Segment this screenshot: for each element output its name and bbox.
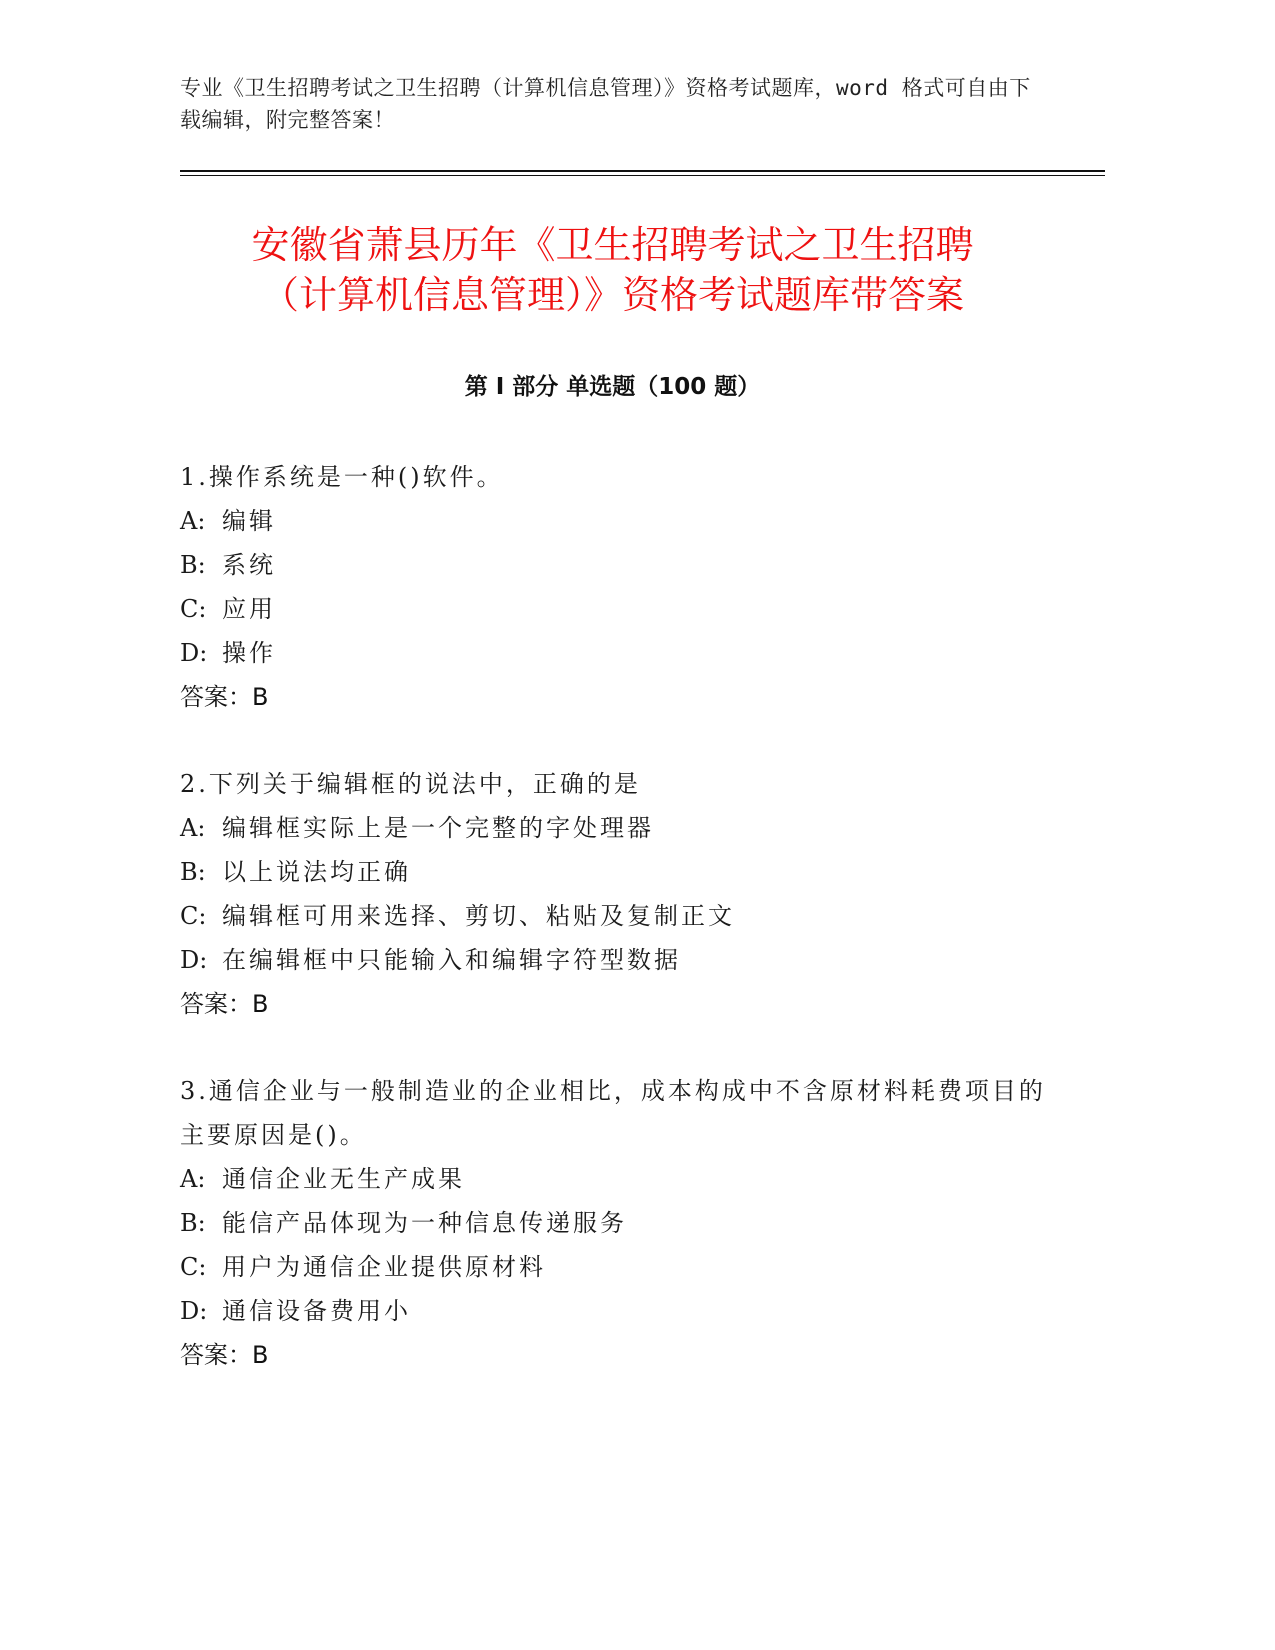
header-divider-thick bbox=[180, 170, 1105, 172]
document-intro: 专业《卫生招聘考试之卫生招聘（计算机信息管理）》资格考试题库，word 格式可自由下载编辑，附完整答案！ bbox=[180, 76, 1031, 132]
question-3 bbox=[180, 1069, 1060, 1377]
option-text: 操作 bbox=[222, 639, 276, 667]
option-letter: A: bbox=[180, 1165, 206, 1193]
option-c bbox=[180, 894, 1060, 938]
option-text: 编辑 bbox=[222, 507, 276, 535]
question-2 bbox=[180, 762, 1060, 1026]
option-text: 编辑框实际上是一个完整的字处理器 bbox=[222, 814, 654, 842]
option-letter: C: bbox=[180, 1253, 207, 1281]
option-c bbox=[180, 587, 1060, 631]
option-letter: D: bbox=[180, 1297, 208, 1325]
option-letter: B: bbox=[180, 1209, 206, 1237]
answer: 答案：B bbox=[180, 1341, 269, 1369]
option-text: 用户为通信企业提供原材料 bbox=[222, 1253, 546, 1281]
option-letter: B: bbox=[180, 551, 206, 579]
option-d bbox=[180, 631, 1060, 675]
option-a bbox=[180, 1157, 1060, 1201]
option-text: 系统 bbox=[222, 551, 276, 579]
option-letter: C: bbox=[180, 595, 207, 623]
option-b bbox=[180, 850, 1060, 894]
question-stem: 2.下列关于编辑框的说法中，正确的是 bbox=[180, 770, 641, 798]
option-text: 应用 bbox=[222, 595, 276, 623]
option-b bbox=[180, 543, 1060, 587]
option-text: 通信企业无生产成果 bbox=[222, 1165, 465, 1193]
option-b bbox=[180, 1201, 1060, 1245]
answer: 答案：B bbox=[180, 683, 269, 711]
option-d bbox=[180, 938, 1060, 982]
option-c bbox=[180, 1245, 1060, 1289]
option-a bbox=[180, 499, 1060, 543]
option-text: 编辑框可用来选择、剪切、粘贴及复制正文 bbox=[222, 902, 735, 930]
option-letter: D: bbox=[180, 946, 208, 974]
question-stem: 1.操作系统是一种()软件。 bbox=[180, 463, 504, 491]
answer: 答案：B bbox=[180, 990, 269, 1018]
option-letter: C: bbox=[180, 902, 207, 930]
option-d bbox=[180, 1289, 1060, 1333]
option-text: 在编辑框中只能输入和编辑字符型数据 bbox=[222, 946, 681, 974]
option-letter: D: bbox=[180, 639, 208, 667]
option-a bbox=[180, 806, 1060, 850]
section-heading: 第 I 部分 单选题（100 题） bbox=[464, 374, 761, 400]
option-text: 以上说法均正确 bbox=[222, 858, 411, 886]
option-letter: A: bbox=[180, 814, 206, 842]
document-title-line-2: （计算机信息管理）》资格考试题库带答案 bbox=[260, 273, 964, 317]
question-1 bbox=[180, 455, 1060, 719]
option-text: 通信设备费用小 bbox=[222, 1297, 411, 1325]
option-text: 能信产品体现为一种信息传递服务 bbox=[222, 1209, 627, 1237]
header-divider-thin bbox=[180, 175, 1105, 176]
question-stem: 3.通信企业与一般制造业的企业相比，成本构成中不含原材料耗费项目的主要原因是()。 bbox=[180, 1077, 1046, 1149]
option-letter: A: bbox=[180, 507, 206, 535]
question-list bbox=[180, 455, 1060, 1420]
document-title bbox=[150, 220, 1075, 320]
document-title-line-1: 安徽省萧县历年《卫生招聘考试之卫生招聘 bbox=[251, 223, 974, 267]
option-letter: B: bbox=[180, 858, 206, 886]
